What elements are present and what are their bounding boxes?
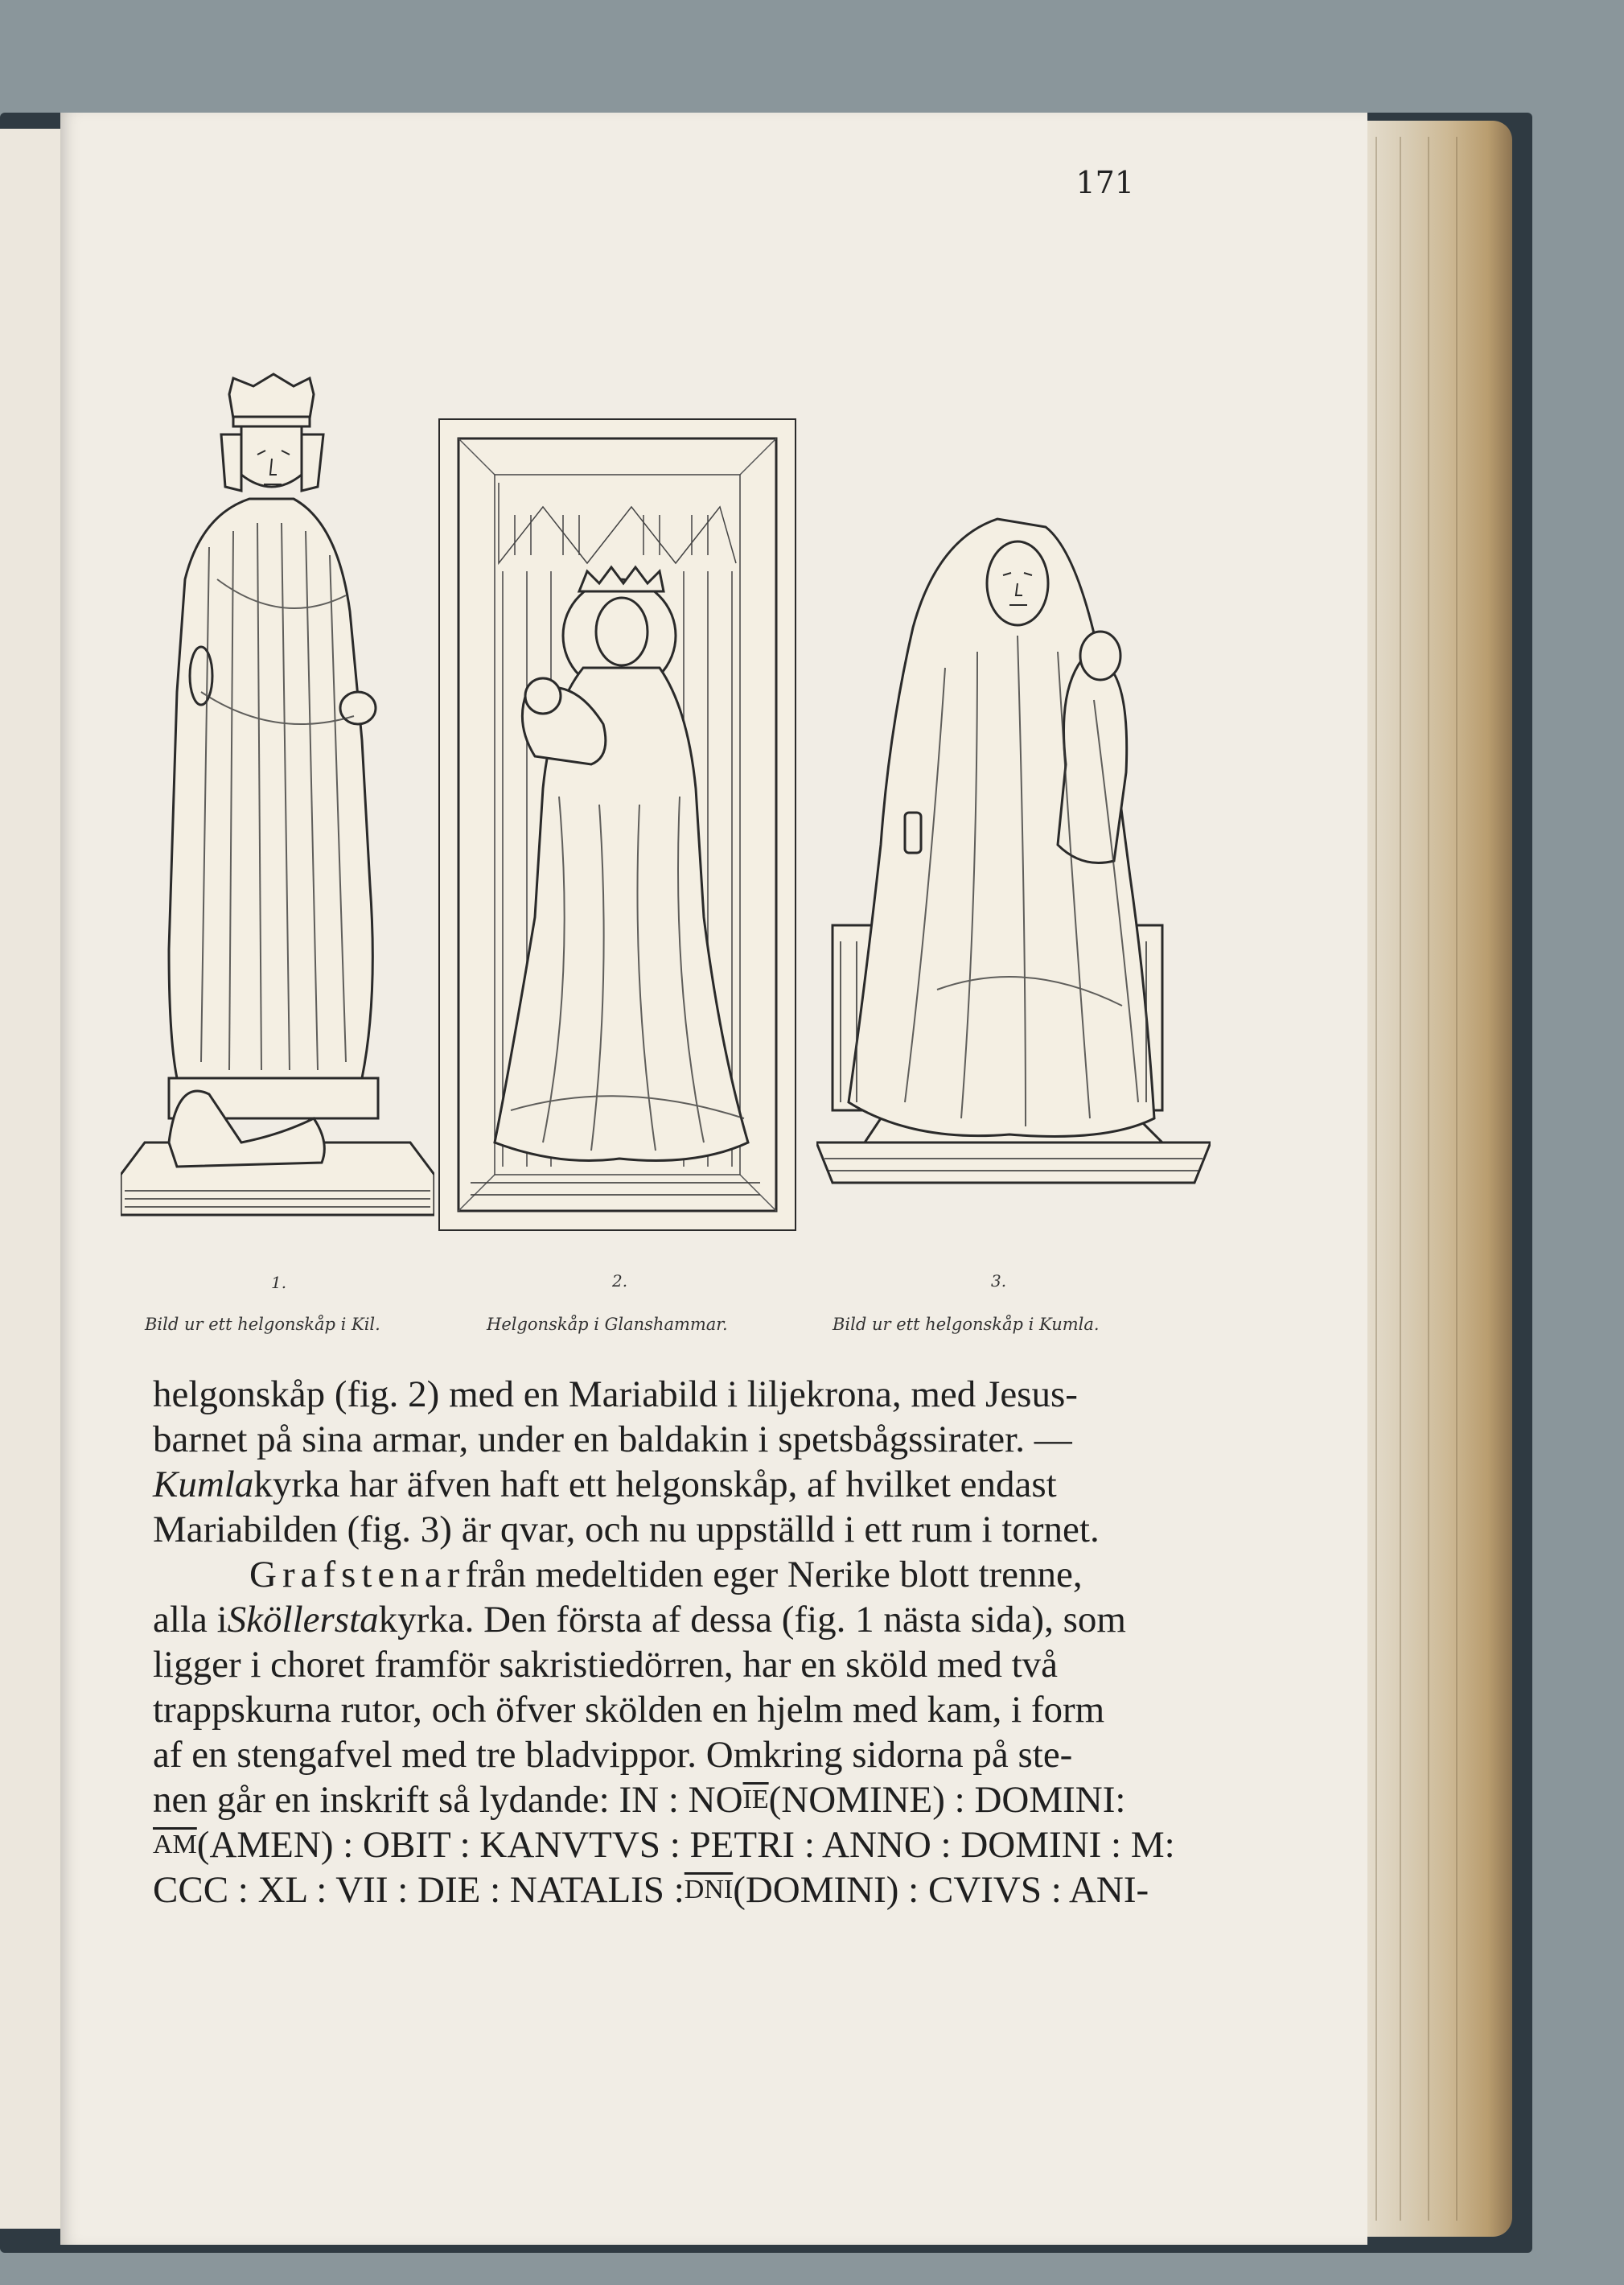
figure-3-caption: Bild ur ett helgonskåp i Kumla.	[833, 1315, 1100, 1334]
previous-page-edge	[0, 129, 62, 2229]
figure-1-illustration	[121, 370, 434, 1239]
text-line: CCC : XL : VII : DIE : NATALIS : $\overline{DNI}$ (DOMINI) : CVIVS : ANI-	[153, 1869, 1149, 1911]
figure-2-caption: Helgonskåp i Glanshammar.	[487, 1315, 728, 1334]
figure-2-number: 2.	[612, 1271, 628, 1291]
page-number: 171	[1075, 165, 1134, 200]
text-line: Kumla kyrka har äfven haft ett helgonskåp, af hvilket endast	[153, 1464, 1057, 1505]
figure-3-illustration	[816, 507, 1211, 1191]
body-text	[153, 1372, 1182, 1912]
text-line: nen går en inskrift så lydande: IN : NO $\overline{IE}$ (NOMINE) : DOMINI:	[153, 1779, 1126, 1821]
text-line: helgonskåp (fig. 2) med en Mariabild i liljekrona, med Jesus-	[153, 1373, 1078, 1415]
text-line: barnet på sina armar, under en baldakin i spetsbågssirater. —	[153, 1418, 1072, 1460]
text-line: Grafstenar från medeltiden eger Nerike blott trenne,	[249, 1554, 1083, 1595]
text-line: af en stengafvel med tre bladvippor. Omkring sidorna på ste-	[153, 1734, 1073, 1776]
text-line: Mariabilden (fig. 3) är qvar, och nu uppställd i ett rum i tornet.	[153, 1509, 1100, 1550]
text-line: $\overline{AM}$ (AMEN) : OBIT : KANVTVS : PETRI : ANNO : DOMINI : M:	[153, 1824, 1175, 1866]
text-line: ligger i choret framför sakristiedörren, har en sköld med två	[153, 1644, 1058, 1686]
text-line: trappskurna rutor, och öfver skölden en hjelm med kam, i form	[153, 1689, 1105, 1731]
page-stack-edge	[1351, 121, 1512, 2237]
figure-3-number: 3.	[991, 1271, 1007, 1291]
figure-1-caption: Bild ur ett helgonskåp i Kil.	[145, 1315, 380, 1334]
figure-2-illustration	[438, 418, 796, 1231]
figure-1-number: 1.	[271, 1273, 287, 1292]
text-line: alla i Sköllersta kyrka. Den första af dessa (fig. 1 nästa sida), som	[153, 1599, 1126, 1641]
